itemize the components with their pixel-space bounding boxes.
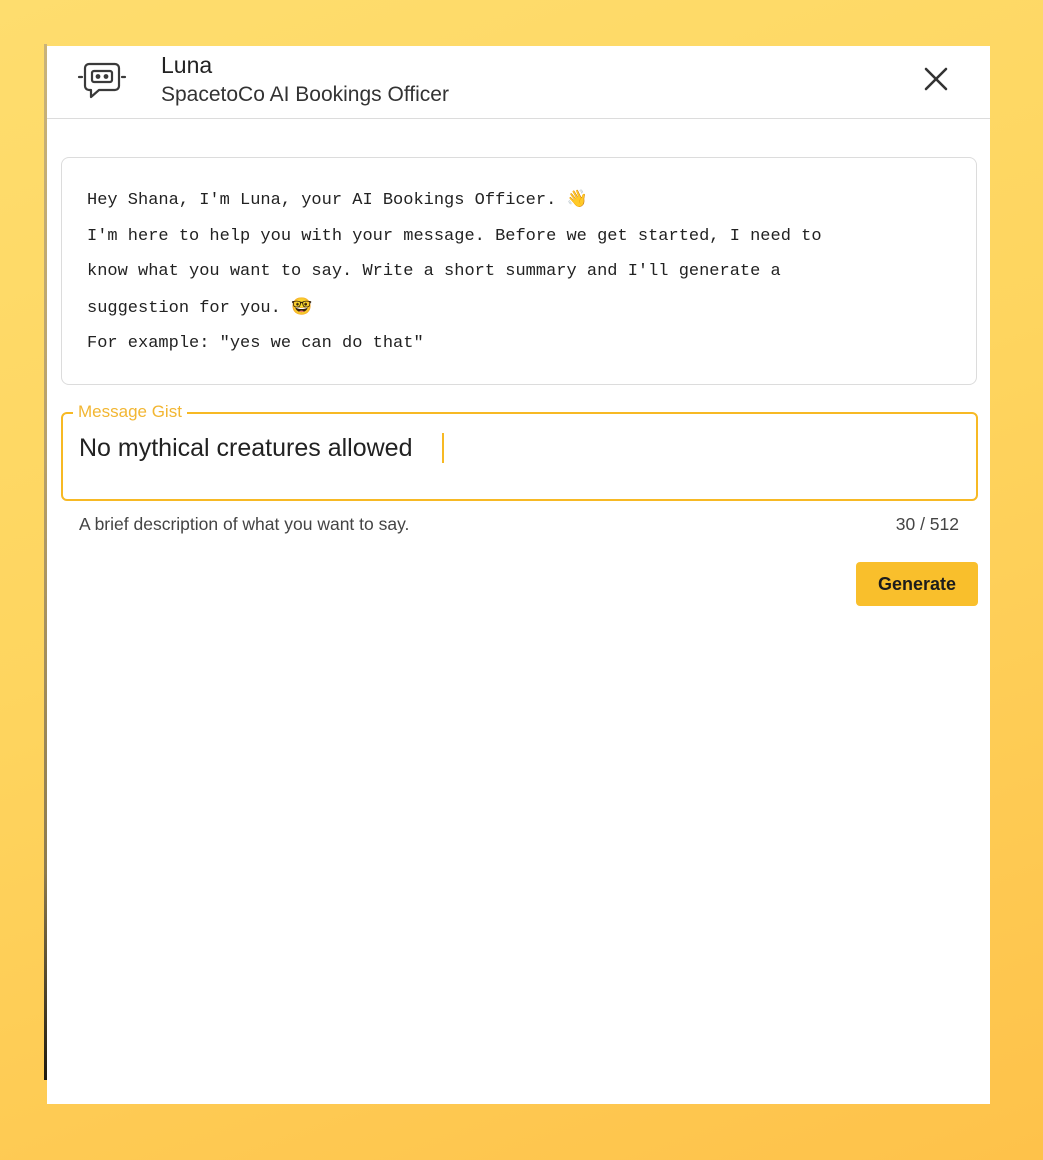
intro-line: Hey Shana, I'm Luna, your AI Bookings Officer. 👋 [87,189,588,210]
message-gist-label: Message Gist [73,401,187,423]
assistant-intro-message [61,157,977,385]
message-gist-helper-text: A brief description of what you want to say. [79,514,410,534]
character-counter: 30 / 512 [895,514,959,534]
close-icon [921,64,951,94]
intro-line: I'm here to help you with your message. Before we get started, I need to [87,226,822,246]
close-button[interactable] [921,64,951,94]
nerd-face-emoji: 🤓 [291,296,313,317]
waving-hand-emoji: 👋 [566,189,588,209]
message-gist-field [61,402,978,501]
robot-chat-icon [77,56,127,104]
generate-button[interactable]: Generate [856,562,978,606]
intro-line: For example: "yes we can do that" [87,334,424,353]
assistant-dialog [47,46,990,1104]
assistant-name: Luna [161,52,213,78]
intro-line: know what you want to say. Write a short summary and I'll generate a [87,262,781,281]
dialog-header [47,46,990,119]
text-cursor [442,433,444,463]
intro-line: suggestion for you. 🤓 [87,296,313,318]
assistant-role: SpacetoCo AI Bookings Officer [161,83,449,106]
message-gist-input[interactable] [79,434,959,463]
